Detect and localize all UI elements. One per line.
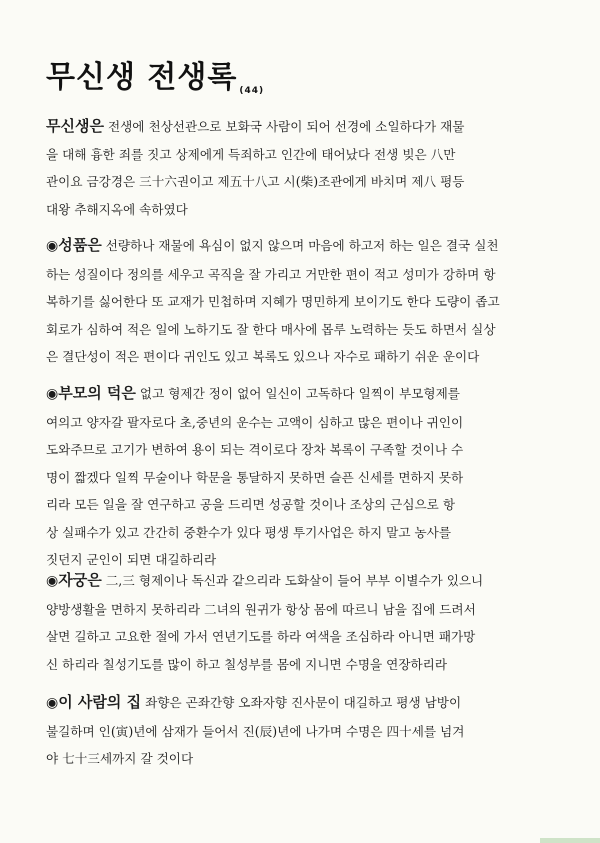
text-line: 도와주므로 고기가 변하여 용이 되는 격이로다 장차 복록이 구족할 것이나 수	[46, 442, 464, 457]
text-line: 복하기를 싫어한다 또 교재가 민첩하며 지혜가 명민하게 보이기도 한다 도량이 좁고	[46, 294, 500, 309]
section-lead: 이 사람의 집	[58, 693, 142, 711]
section-lead: 성품은	[58, 236, 102, 254]
text-line: 명이 짧겠다 일찍 무술이나 학문을 통달하지 못하면 슬픈 신세를 면하지 못하	[46, 469, 464, 485]
text-line: 리라 모든 일을 잘 연구하고 공을 드리면 성공할 것이나 조상의 근심으로 항	[46, 497, 456, 512]
section-overview	[46, 113, 568, 223]
title-text: 무신생 전생록	[46, 60, 238, 95]
section-lead: 부모의 덕은	[58, 384, 136, 402]
title-page-number: (44)	[239, 86, 265, 96]
text-line: ◉자궁은 二,三 형제이나 독신과 같으리라 도화살이 들어 부부 이별수가 있으니	[46, 571, 484, 589]
section-lead: 무신생은	[46, 117, 104, 135]
section-parents	[46, 380, 568, 574]
section-house	[46, 689, 568, 773]
section-lead: 자궁은	[58, 571, 102, 589]
bullet-icon: ◉	[46, 386, 59, 402]
text-line: 여의고 양자갈 팔자로다 초,중년의 운수는 고액이 심하고 많은 편이나 귀인이	[46, 414, 464, 430]
bullet-icon: ◉	[46, 695, 59, 711]
text-line: 살면 길하고 고요한 절에 가서 연년기도를 하라 여색을 조심하라 아니면 패가망	[46, 629, 476, 644]
text-line: 을 대해 흉한 죄를 짓고 상제에게 득죄하고 인간에 태어났다 전생 빚은 八만	[46, 146, 456, 162]
page-title	[46, 52, 264, 96]
section-personality	[46, 232, 568, 371]
bullet-icon: ◉	[46, 238, 59, 254]
section-children	[46, 567, 568, 678]
text-line: 회로가 심하여 적은 일에 노하기도 잘 한다 매사에 몹루 노력하는 듯도 하면서 실상	[46, 321, 496, 337]
page-edge-mark	[540, 838, 600, 843]
text-line: 하는 성질이다 정의를 세우고 곡직을 잘 가리고 거만한 편이 적고 성미가 강하며 항	[46, 266, 496, 282]
bullet-icon: ◉	[46, 573, 59, 589]
text-line: 야 七十三세까지 갈 것이다	[46, 751, 194, 766]
text-line: 상 실패수가 있고 간간히 중환수가 있다 평생 투기사업은 하지 말고 농사를	[46, 524, 451, 540]
text-line: ◉성품은 선량하나 재물에 욕심이 없지 않으며 마음에 하고저 하는 일은 결국 실천	[46, 236, 499, 254]
text-line: 관이요 금강경은 三十六권이고 제五十八고 시(柴)조관에게 바치며 제八 평등	[46, 174, 465, 189]
text-line: 짓던지 군인이 되면 대길하리라	[46, 552, 217, 567]
text-line: 불길하며 인(寅)년에 삼재가 들어서 진(辰)년에 나가며 수명은 四十세를 넘겨	[46, 723, 465, 739]
text-line: 대왕 추해지옥에 속하였다	[46, 201, 188, 217]
text-line: 양방생활을 면하지 못하리라 二녀의 원귀가 항상 몸에 따르니 남을 집에 드려서	[46, 601, 476, 617]
text-line: ◉이 사람의 집 좌향은 곤좌간향 오좌자향 진사문이 대길하고 평생 남방이	[46, 693, 462, 711]
text-line: 무신생은 전생에 천상선관으로 보화국 사람이 되어 선경에 소일하다가 재물	[46, 117, 465, 135]
text-line: 은 결단성이 적은 편이다 귀인도 있고 복록도 있으나 자수로 패하기 쉬운 운이다	[46, 349, 480, 364]
text-line: ◉부모의 덕은 없고 형제간 정이 없어 일신이 고독하다 일찍이 부모형제를	[46, 384, 460, 402]
text-line: 신 하리라 칠성기도를 많이 하고 칠성부를 몸에 지니면 수명을 연장하리라	[46, 656, 447, 672]
